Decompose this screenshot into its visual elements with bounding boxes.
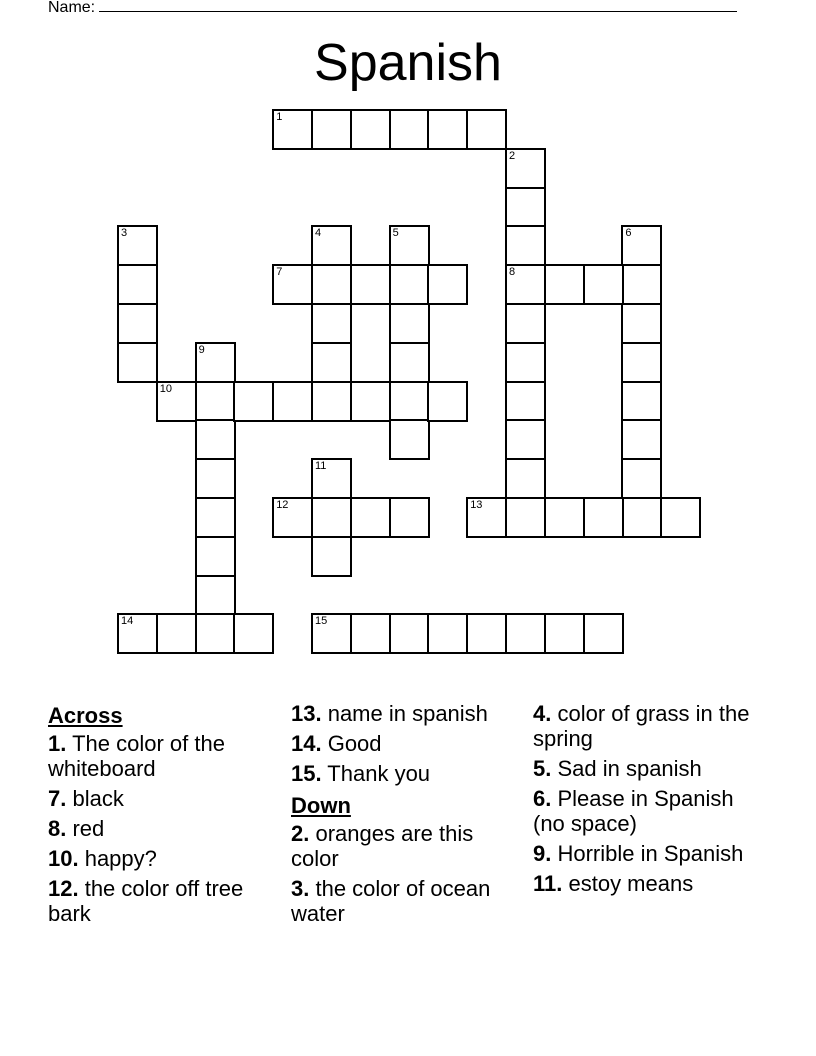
- grid-cell[interactable]: [621, 458, 662, 499]
- clue-item-text: name in spanish: [321, 701, 488, 726]
- grid-cell[interactable]: [505, 342, 546, 383]
- grid-cell[interactable]: [272, 109, 313, 150]
- grid-cell[interactable]: [195, 458, 236, 499]
- grid-cell[interactable]: [195, 419, 236, 460]
- grid-cell[interactable]: [505, 264, 546, 305]
- clue-item: [533, 786, 768, 836]
- clue-item-text: Good: [321, 731, 382, 756]
- grid-cell[interactable]: [389, 381, 430, 422]
- grid-cell[interactable]: [311, 613, 352, 654]
- clue-item-number: 14.: [291, 731, 322, 756]
- grid-cell[interactable]: [389, 109, 430, 150]
- grid-cell[interactable]: [311, 536, 352, 577]
- clue-item: [291, 821, 526, 871]
- clue-item-number: 9.: [533, 841, 552, 866]
- grid-cell[interactable]: [389, 613, 430, 654]
- grid-cell[interactable]: [621, 381, 662, 422]
- grid-cell[interactable]: [311, 381, 352, 422]
- clue-item-number: 1.: [48, 731, 67, 756]
- grid-cell[interactable]: [621, 303, 662, 344]
- clue-number: 6: [625, 227, 632, 240]
- clue-item: [291, 731, 526, 756]
- grid-cell[interactable]: [427, 613, 468, 654]
- grid-cell[interactable]: [389, 225, 430, 266]
- grid-cell[interactable]: [427, 381, 468, 422]
- grid-cell[interactable]: [117, 303, 158, 344]
- clue-item-number: 3.: [291, 876, 310, 901]
- grid-cell[interactable]: [505, 381, 546, 422]
- grid-cell[interactable]: [621, 419, 662, 460]
- clue-item-text: color of grass in the spring: [533, 701, 750, 751]
- grid-cell[interactable]: [621, 264, 662, 305]
- grid-cell[interactable]: [544, 613, 585, 654]
- grid-cell[interactable]: [505, 303, 546, 344]
- clue-number: 2: [509, 149, 516, 162]
- grid-cell[interactable]: [195, 381, 236, 422]
- grid-cell[interactable]: [505, 419, 546, 460]
- grid-cell[interactable]: [350, 497, 391, 538]
- grid-cell[interactable]: [583, 613, 624, 654]
- grid-cell[interactable]: [660, 497, 701, 538]
- grid-cell[interactable]: [621, 342, 662, 383]
- clue-item-text: red: [66, 816, 105, 841]
- grid-cell[interactable]: [466, 497, 507, 538]
- grid-cell[interactable]: [117, 264, 158, 305]
- grid-cell[interactable]: [195, 613, 236, 654]
- clue-number: 4: [315, 227, 322, 240]
- clue-item: [48, 876, 283, 926]
- clue-number: 1: [276, 111, 283, 123]
- clue-number: 11: [315, 460, 327, 473]
- clue-item-text: estoy means: [562, 871, 694, 896]
- clue-item: [533, 701, 768, 751]
- grid-cell[interactable]: [117, 342, 158, 383]
- clue-item: [533, 871, 768, 896]
- clue-item-number: 8.: [48, 816, 67, 841]
- grid-cell[interactable]: [505, 225, 546, 266]
- clue-item-text: oranges are this color: [291, 821, 474, 871]
- grid-cell[interactable]: [195, 497, 236, 538]
- down-heading: Down: [291, 793, 351, 818]
- clue-item-text: the color of ocean water: [291, 876, 491, 926]
- clue-number: 7: [276, 266, 283, 279]
- clue-item-number: 11.: [533, 871, 563, 896]
- grid-cell[interactable]: [389, 497, 430, 538]
- grid-cell[interactable]: [505, 458, 546, 499]
- clue-item-text: the color off tree bark: [48, 876, 244, 926]
- clue-item-number: 5.: [533, 756, 552, 781]
- grid-cell[interactable]: [195, 342, 236, 383]
- grid-cell[interactable]: [311, 342, 352, 383]
- grid-cell[interactable]: [505, 497, 546, 538]
- grid-cell[interactable]: [466, 109, 507, 150]
- clue-item-text: Horrible in Spanish: [551, 841, 744, 866]
- clue-number: 3: [121, 227, 128, 240]
- clue-item-number: 10.: [48, 846, 79, 871]
- grid-cell[interactable]: [427, 109, 468, 150]
- grid-cell[interactable]: [156, 613, 197, 654]
- clue-item: [533, 841, 768, 866]
- grid-cell[interactable]: [621, 497, 662, 538]
- clue-item: [291, 701, 526, 726]
- clue-number: 9: [198, 343, 205, 356]
- clue-item: [48, 816, 283, 841]
- grid-cell[interactable]: [350, 264, 391, 305]
- clue-column-2: [291, 701, 526, 931]
- clue-item: [48, 731, 283, 781]
- grid-cell[interactable]: [389, 264, 430, 305]
- grid-cell[interactable]: [272, 497, 313, 538]
- clue-number: 8: [509, 266, 516, 279]
- clue-item: [48, 786, 283, 811]
- clue-item-number: 4.: [533, 701, 552, 726]
- grid-cell[interactable]: [583, 497, 624, 538]
- clue-item-number: 2.: [291, 821, 310, 846]
- clue-column-3: [533, 701, 768, 901]
- clue-item: [48, 846, 283, 871]
- grid-cell[interactable]: [583, 264, 624, 305]
- grid-cell[interactable]: [195, 575, 236, 616]
- clue-number: 10: [159, 382, 173, 395]
- grid-cell[interactable]: [272, 381, 313, 422]
- clue-number: 15: [315, 615, 328, 628]
- clue-item-number: 13.: [291, 701, 322, 726]
- grid-cell[interactable]: [389, 342, 430, 383]
- grid-cell[interactable]: [195, 536, 236, 577]
- across-heading: Across: [48, 703, 123, 728]
- name-label: Name:: [48, 0, 96, 16]
- clue-item-text: The color of the whiteboard: [48, 731, 225, 781]
- grid-cell[interactable]: [427, 264, 468, 305]
- grid-cell[interactable]: [311, 264, 352, 305]
- clue-item-number: 12.: [48, 876, 79, 901]
- clue-number: 14: [121, 615, 134, 628]
- grid-cell[interactable]: [233, 613, 274, 654]
- clue-item-text: Thank you: [321, 761, 431, 786]
- clue-number: 13: [470, 499, 483, 511]
- clue-item-text: Sad in spanish: [551, 756, 702, 781]
- grid-cell[interactable]: [117, 225, 158, 266]
- clue-item-text: black: [66, 786, 124, 811]
- grid-cell[interactable]: [350, 381, 391, 422]
- grid-cell[interactable]: [311, 497, 352, 538]
- clue-item-number: 6.: [533, 786, 552, 811]
- grid-cell[interactable]: [505, 613, 546, 654]
- clue-item: [533, 756, 768, 781]
- grid-cell[interactable]: [505, 148, 546, 189]
- clue-item-text: happy?: [78, 846, 157, 871]
- clue-number: 5: [392, 227, 399, 240]
- grid-cell[interactable]: [156, 381, 197, 422]
- grid-cell[interactable]: [544, 497, 585, 538]
- clue-item-number: 7.: [48, 786, 67, 811]
- page-title: Spanish: [314, 34, 502, 92]
- grid-cell[interactable]: [389, 303, 430, 344]
- clue-item: [291, 876, 526, 926]
- grid-cell[interactable]: [350, 613, 391, 654]
- grid-cell[interactable]: [621, 225, 662, 266]
- grid-cell[interactable]: [311, 225, 352, 266]
- grid-cell[interactable]: [544, 264, 585, 305]
- clue-number: 12: [276, 499, 289, 511]
- grid-cell[interactable]: [311, 458, 352, 499]
- clue-item-number: 15.: [291, 761, 322, 786]
- clue-item-text: Please in Spanish (no space): [533, 786, 734, 836]
- grid-cell[interactable]: [505, 187, 546, 228]
- clue-column-1: [48, 701, 283, 931]
- grid-cell[interactable]: [466, 613, 507, 654]
- grid-cell[interactable]: [272, 264, 313, 305]
- clue-item: [291, 761, 526, 786]
- grid-cell[interactable]: [389, 419, 430, 460]
- grid-cell[interactable]: [311, 109, 352, 150]
- grid-cell[interactable]: [350, 109, 391, 150]
- grid-cell[interactable]: [117, 613, 158, 654]
- grid-cell[interactable]: [233, 381, 274, 422]
- grid-cell[interactable]: [311, 303, 352, 344]
